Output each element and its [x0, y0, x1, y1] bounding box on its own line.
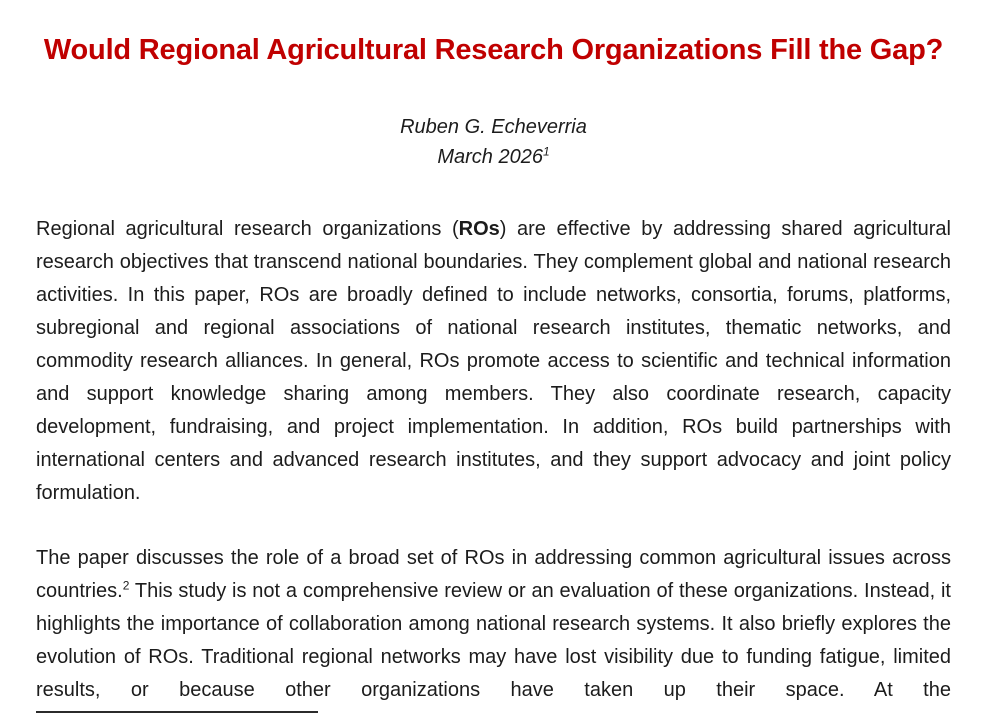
publication-date-line [36, 142, 951, 172]
publication-date: March 2026 [437, 146, 543, 168]
footnote-marker-1: 1 [542, 144, 550, 159]
page-title: Would Regional Agricultural Research Organizations Fill the Gap? [43, 34, 944, 66]
paragraph1-bold-term: ROs [458, 218, 500, 240]
byline-block [36, 112, 951, 172]
body-paragraph-2 [36, 542, 951, 707]
paragraph2-text-before-sup: The paper discusses the role of a broad set of ROs in addressing common agricultural issues across countries. [36, 547, 951, 602]
footnote-divider [36, 711, 318, 713]
footnote-marker-2: 2 [122, 578, 130, 593]
paragraph2-text-after-sup: This study is not a comprehensive review or an evaluation of these organizations. Instead, it highlights the importance of collaboration among national research systems. It also briefly explores the evolution of ROs. Traditional regional networks may have lost visibility due to funding fatigue, limited results, or because other organizations have taken up their space. At the [36, 580, 951, 701]
author-name: Ruben G. Echeverria [400, 116, 587, 138]
body-paragraph-1 [36, 213, 951, 510]
paragraph1-text-before-bold: Regional agricultural research organizations ( [36, 218, 459, 240]
paragraph1-text-after-bold: ) are effective by addressing shared agricultural research objectives that transcend national boundaries. They complement global and national research activities. In this paper, ROs are broadly defined to include networks, consortia, forums, platforms, subregional and regional associations of national research institutes, thematic networks, and commodity research alliances. In general, ROs promote access to scientific and technical information and support knowledge sharing among members. They also coordinate research, capacity development, fundraising, and project implementation. In addition, ROs build partnerships with international centers and advanced research institutes, and they support advocacy and joint policy formulation. [36, 218, 951, 504]
